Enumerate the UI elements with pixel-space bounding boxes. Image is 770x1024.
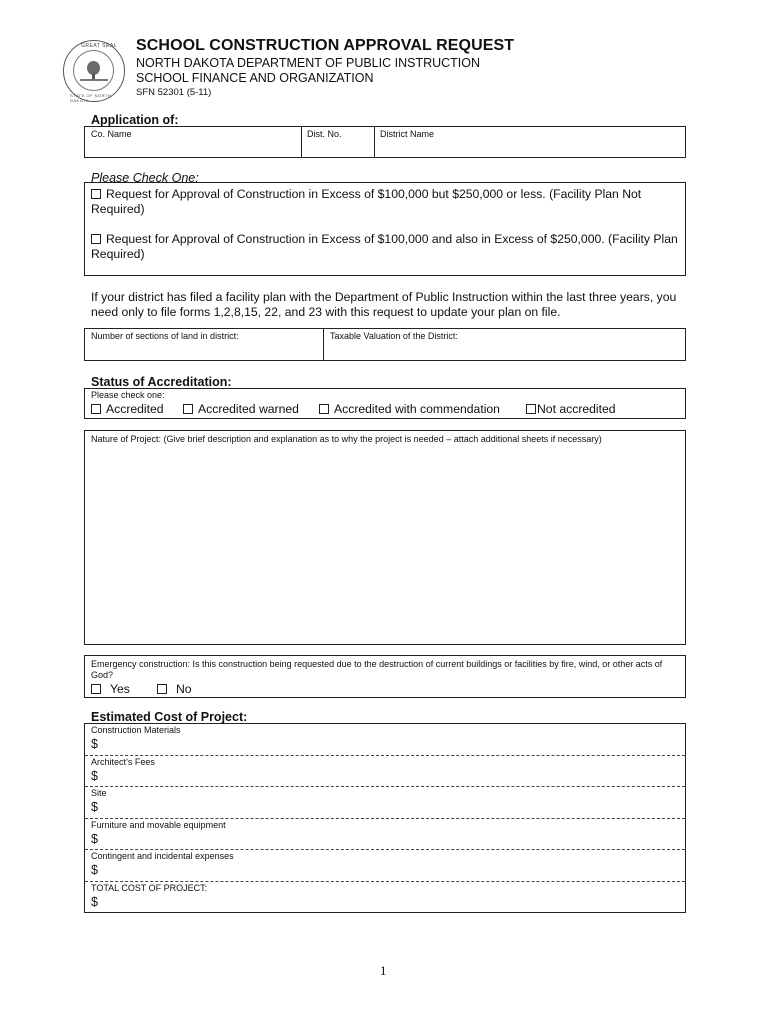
- accredited-commendation-option: [319, 402, 500, 417]
- application-table: [84, 126, 686, 158]
- nature-of-project-box: [84, 430, 686, 645]
- construction-option-2: [91, 232, 681, 262]
- taxable-valuation-field[interactable]: [326, 343, 682, 359]
- cost-row: [91, 788, 107, 814]
- option-1-checkbox[interactable]: [91, 189, 101, 199]
- emergency-no-label: No: [176, 682, 192, 696]
- accreditation-box: [84, 388, 686, 419]
- cost-row: [91, 851, 234, 877]
- accredited-warned-checkbox[interactable]: [183, 404, 193, 414]
- construction-option-1: [91, 187, 681, 217]
- contingent-expenses-field[interactable]: $: [91, 863, 98, 877]
- option-2-label: Request for Approval of Construction in Excess of $100,000 and also in Excess of $250,000. (Facility Plan Required): [91, 232, 678, 261]
- facility-plan-note: If your district has filed a facility plan with the Department of Public Instruction within the last three years, you need only to file forms 1,2,8,15, 22, and 23 with this request to update your plan on file.: [91, 290, 677, 319]
- district-name-label: District Name: [380, 129, 435, 139]
- division-name: SCHOOL FINANCE AND ORGANIZATION: [136, 71, 374, 85]
- option-1-label: Request for Approval of Construction in Excess of $100,000 but $250,000 or less. (Facility Plan Not Required): [91, 187, 642, 216]
- option-2-checkbox[interactable]: [91, 234, 101, 244]
- co-name-field[interactable]: [87, 141, 297, 156]
- land-sections-field[interactable]: [87, 343, 319, 359]
- architects-fees-field[interactable]: $: [91, 769, 98, 783]
- total-cost-label: TOTAL COST OF PROJECT:: [91, 883, 208, 893]
- emergency-construction-label: Emergency construction: Is this construction being requested due to the destruction of current buildings or facilities by fire, wind, or other acts of God?: [91, 659, 663, 680]
- land-valuation-table: [84, 328, 686, 361]
- accreditation-heading: Status of Accreditation:: [91, 375, 232, 389]
- not-accredited-label: Not accredited: [537, 402, 616, 416]
- department-name: NORTH DAKOTA DEPARTMENT OF PUBLIC INSTRUCTION: [136, 56, 481, 70]
- construction-materials-field[interactable]: $: [91, 737, 98, 751]
- page-number: 1: [380, 963, 387, 978]
- furniture-label: Furniture and movable equipment: [91, 820, 226, 830]
- form-number: SFN 52301 (5-11): [136, 87, 212, 98]
- construction-materials-label: Construction Materials: [91, 725, 181, 735]
- accredited-warned-label: Accredited warned: [198, 402, 299, 416]
- cost-row: [91, 725, 181, 751]
- furniture-field[interactable]: $: [91, 832, 98, 846]
- emergency-yes-label: Yes: [110, 682, 130, 696]
- accredited-commendation-checkbox[interactable]: [319, 404, 329, 414]
- check-one-box: [84, 182, 686, 276]
- check-one-heading: Please Check One:: [91, 171, 199, 185]
- co-name-label: Co. Name: [91, 129, 132, 139]
- site-label: Site: [91, 788, 107, 798]
- site-field[interactable]: $: [91, 800, 98, 814]
- emergency-no-checkbox[interactable]: [157, 684, 167, 694]
- contingent-expenses-label: Contingent and incidental expenses: [91, 851, 234, 861]
- state-seal-logo: [63, 40, 125, 102]
- seal-inner-ring: [73, 50, 114, 91]
- accredited-label: Accredited: [106, 402, 164, 416]
- estimated-cost-heading: Estimated Cost of Project:: [91, 710, 248, 724]
- cost-row: [91, 883, 207, 909]
- dist-no-label: Dist. No.: [307, 129, 342, 139]
- emergency-no-option: [157, 682, 192, 697]
- estimated-cost-table: [84, 723, 686, 913]
- cost-row: [91, 820, 226, 846]
- accreditation-instruction: Please check one:: [91, 390, 165, 400]
- not-accredited-checkbox[interactable]: [526, 404, 536, 414]
- nature-of-project-label: Nature of Project: (Give brief description and explanation as to why the project is needed – attach additional sheets if necessary): [91, 434, 602, 444]
- emergency-yes-option: [91, 682, 130, 697]
- accredited-option: [91, 402, 164, 417]
- land-sections-label: Number of sections of land in district:: [91, 331, 239, 341]
- accredited-warned-option: [183, 402, 299, 417]
- accredited-commendation-label: Accredited with commendation: [334, 402, 500, 416]
- application-heading: Application of:: [91, 113, 179, 127]
- accredited-checkbox[interactable]: [91, 404, 101, 414]
- architects-fees-label: Architect’s Fees: [91, 757, 155, 767]
- nature-of-project-field[interactable]: [87, 449, 683, 641]
- not-accredited-option: [526, 402, 616, 417]
- seal-bottom-text: STATE OF NORTH DAKOTA: [70, 93, 112, 103]
- total-cost-field[interactable]: $: [91, 895, 98, 909]
- emergency-construction-box: [84, 655, 686, 698]
- seal-top-text: GREAT SEAL: [81, 43, 117, 49]
- form-title: SCHOOL CONSTRUCTION APPROVAL REQUEST: [136, 37, 515, 54]
- dist-no-field[interactable]: [304, 141, 371, 156]
- district-name-field[interactable]: [377, 141, 682, 156]
- taxable-valuation-label: Taxable Valuation of the District:: [330, 331, 458, 341]
- emergency-yes-checkbox[interactable]: [91, 684, 101, 694]
- cost-row: [91, 757, 155, 783]
